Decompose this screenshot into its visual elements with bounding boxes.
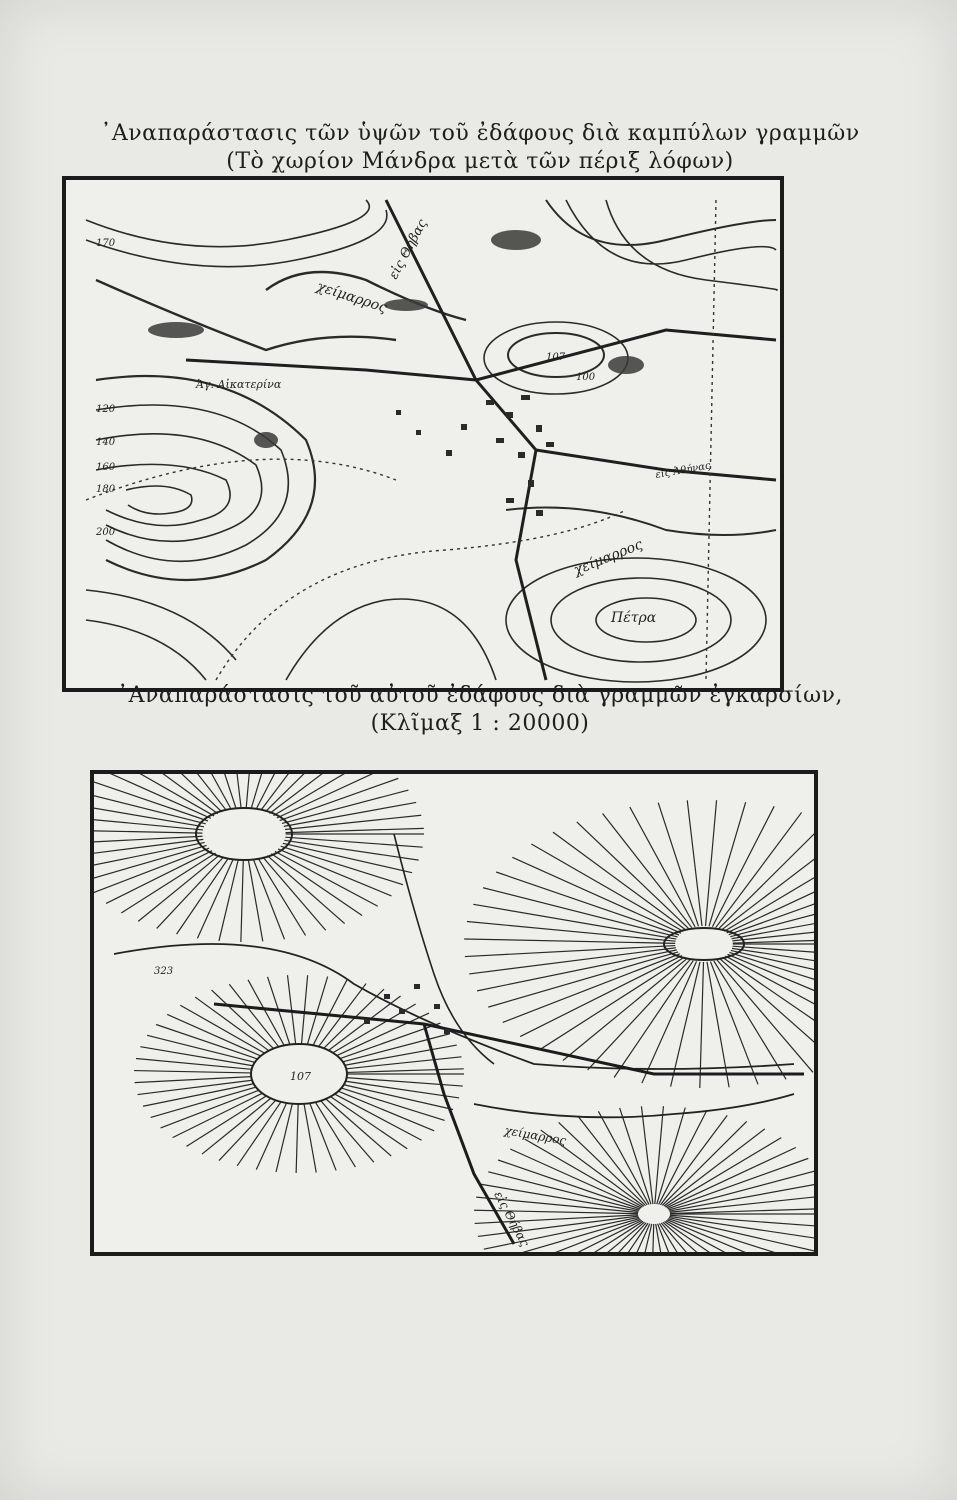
contour-map-drawing	[66, 180, 780, 688]
stream-label-bottom: χείμαρρος	[503, 1123, 568, 1148]
contour-label-160: 160	[96, 462, 116, 473]
chapel-label: Ἀγ. Αἰκατερίνα	[196, 378, 282, 391]
contour-label-140: 140	[96, 437, 116, 448]
bottom-caption-line1: ᾿Αναπαράστασις τοῦ αὐτοῦ ἐδάφους διὰ γραμμῶν ἐγκαρσίων,	[117, 683, 843, 708]
hachure-map	[90, 770, 818, 1256]
contour-label-200: 200	[96, 527, 116, 538]
elevation-label-323: 323	[154, 966, 174, 977]
top-caption-line2: (Τὸ χωρίον Μάνδρα μετὰ τῶν πέριξ λόφων)	[226, 149, 734, 174]
hachure-map-drawing	[94, 774, 814, 1252]
road-label-thebes-bottom: εἰς Θήβας	[491, 1188, 533, 1249]
stream-label-top: χείμαρρος	[314, 278, 389, 317]
stream-label-right: χείμαρρος	[571, 536, 645, 579]
contour-label-120: 120	[96, 404, 116, 415]
contour-label-170: 170	[96, 238, 116, 249]
top-map-caption	[80, 120, 880, 176]
contour-label-100: 100	[576, 372, 596, 383]
contour-label-107: 107	[546, 352, 566, 363]
contour-map	[62, 176, 784, 692]
hill-label-107: 107	[290, 1070, 311, 1083]
contour-label-180: 180	[96, 484, 116, 495]
rock-label: Πέτρα	[611, 610, 657, 626]
bottom-map-caption	[90, 682, 870, 738]
top-caption-line1: ᾿Αναπαράστασις τῶν ὑψῶν τοῦ ἐδάφους διὰ καμπύλων γραμμῶν	[100, 121, 860, 146]
road-label-thebes: εἰς Θήβας	[386, 216, 431, 282]
road-label-athens: εἰς Ἀθήνας	[654, 460, 712, 481]
bottom-caption-line2: (Κλῖμαξ 1 : 20000)	[370, 711, 590, 736]
